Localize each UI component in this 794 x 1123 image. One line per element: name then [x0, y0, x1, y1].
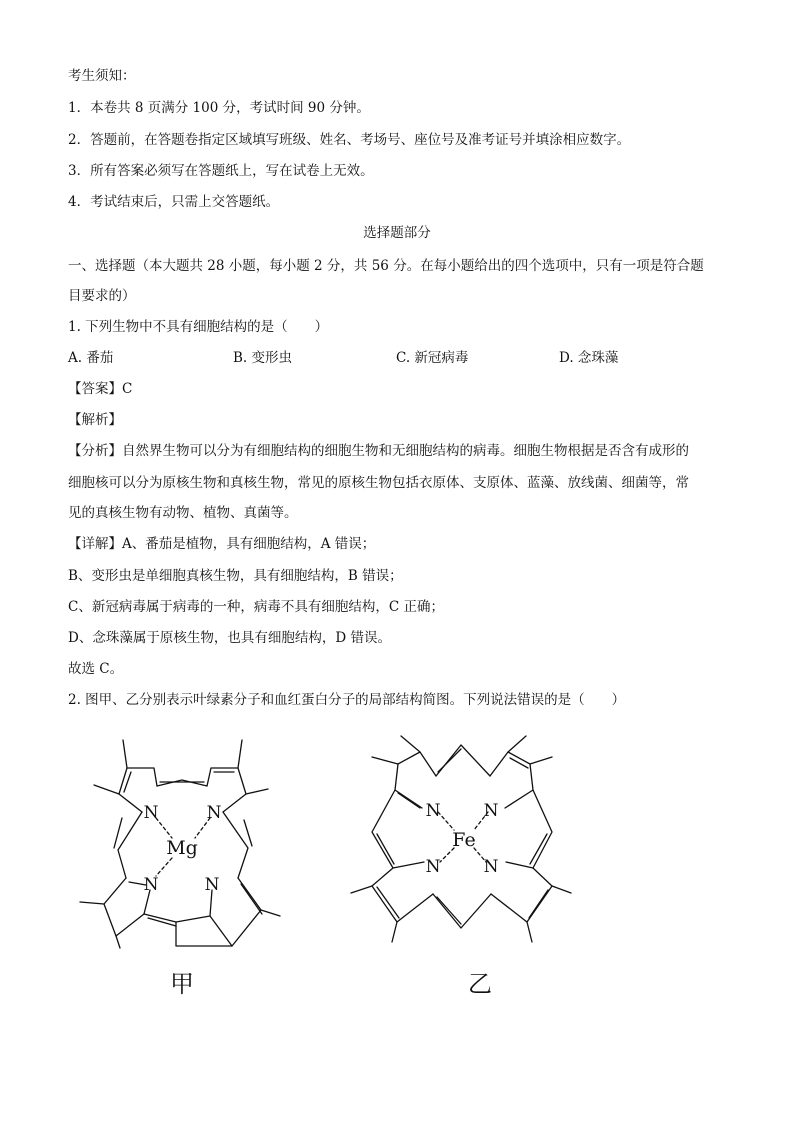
- notice-title: 考生须知：: [68, 68, 136, 84]
- notice-item-2: 2．答题前，在答题卷指定区域填写班级、姓名、考场号、座位号及准考证号并填涂相应数字。: [68, 132, 631, 148]
- notice-item-1: 1．本卷共 8 页满分 100 分，考试时间 90 分钟。: [68, 100, 370, 116]
- heme-structure-figure: [348, 730, 578, 960]
- section-instruction-2: 目要求的）: [68, 288, 136, 304]
- fe-center-atom: Fe: [452, 829, 476, 851]
- q1-option-a: A. 番茄: [68, 350, 114, 366]
- q1-analysis-label: 【解析】: [68, 412, 122, 428]
- q1-analysis-line-3: 见的真核生物有动物、植物、真菌等。: [68, 505, 298, 521]
- q1-answer: 【答案】C: [68, 381, 133, 397]
- n-atom: N: [483, 857, 499, 877]
- notice-item-4: 4．考试结束后，只需上交答题纸。: [68, 194, 280, 210]
- q1-option-b: B. 变形虫: [233, 350, 293, 366]
- notice-item-3: 3．所有答案必须写在答题纸上，写在试卷上无效。: [68, 163, 374, 179]
- q1-detail-line-2: B、变形虫是单细胞真核生物，具有细胞结构，B 错误；: [68, 568, 403, 584]
- chlorophyll-structure-figure: [68, 730, 298, 960]
- q1-detail-line-1: 【详解】A、番茄是植物，具有细胞结构，A 错误；: [68, 536, 376, 552]
- q2-stem: 2. 图甲、乙分别表示叶绿素分子和血红蛋白分子的局部结构简图。下列说法错误的是（ ）: [68, 692, 626, 708]
- n-atom: N: [425, 857, 441, 877]
- n-atom: N: [204, 875, 220, 895]
- q1-option-d: D. 念珠藻: [559, 350, 619, 366]
- figure-label-yi: 乙: [468, 970, 492, 998]
- q1-analysis-line-1: 【分析】自然界生物可以分为有细胞结构的细胞生物和无细胞结构的病毒。细胞生物根据是否含有成形的: [68, 443, 689, 459]
- q1-option-c: C. 新冠病毒: [396, 350, 469, 366]
- section-instruction-1: 一、选择题（本大题共 28 小题，每小题 2 分，共 56 分。在每小题给出的四个选项中，只有一项是符合题: [68, 258, 704, 274]
- n-atom: N: [143, 803, 159, 823]
- q1-conclusion: 故选 C。: [68, 661, 124, 677]
- q1-detail-line-4: D、念珠藻属于原核生物，也具有细胞结构，D 错误。: [68, 630, 391, 646]
- n-atom: N: [425, 801, 441, 821]
- q1-analysis-line-2: 细胞核可以分为原核生物和真核生物，常见的原核生物包括衣原体、支原体、蓝藻、放线菌、细菌等，常: [68, 475, 689, 491]
- q1-stem: 1. 下列生物中不具有细胞结构的是（ ）: [68, 319, 329, 335]
- section-title: 选择题部分: [363, 225, 431, 241]
- n-atom: N: [483, 801, 499, 821]
- n-atom: N: [206, 803, 222, 823]
- mg-center-atom: Mg: [166, 837, 198, 859]
- q1-detail-line-3: C、新冠病毒属于病毒的一种，病毒不具有细胞结构，C 正确；: [68, 599, 444, 615]
- n-atom: N: [143, 875, 159, 895]
- figure-label-jia: 甲: [170, 970, 194, 998]
